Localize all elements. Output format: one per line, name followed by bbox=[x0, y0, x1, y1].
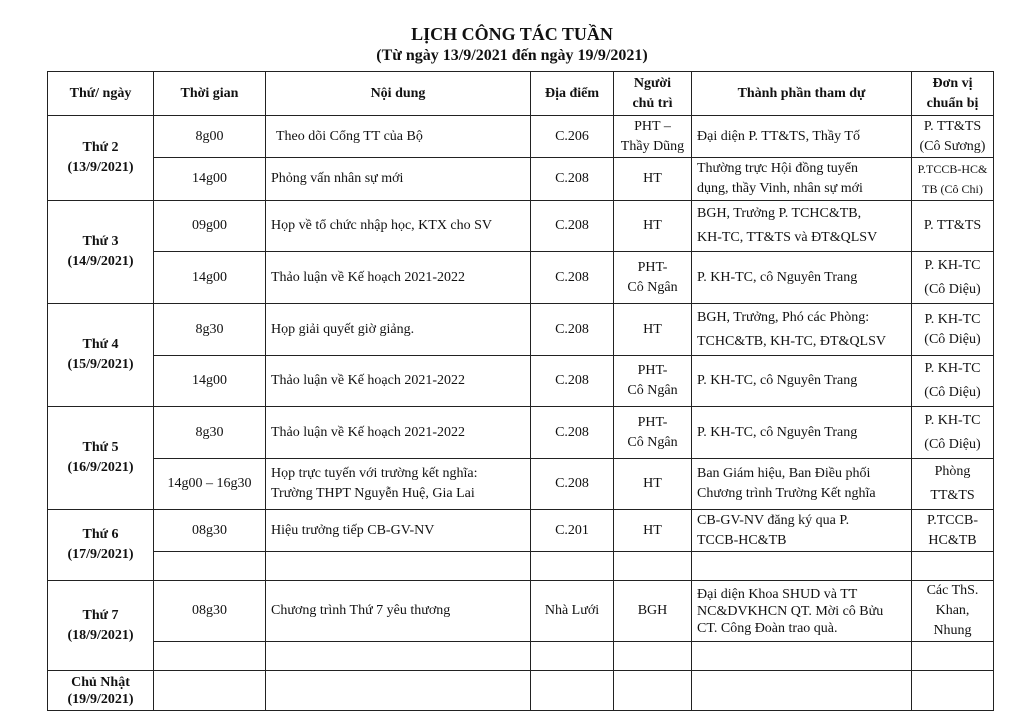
time-cell: 14g00 bbox=[154, 356, 266, 407]
header-day: Thứ/ ngày bbox=[48, 72, 154, 116]
time-cell: 09g00 bbox=[154, 201, 266, 252]
chair-cell: PHT- Cô Ngân bbox=[614, 407, 692, 459]
place-cell: C.208 bbox=[531, 356, 614, 407]
table-row bbox=[48, 510, 994, 552]
chair-cell: PHT – Thầy Dũng bbox=[614, 116, 692, 158]
day-cell: Thứ 7 (18/9/2021) bbox=[48, 581, 154, 671]
table-row bbox=[48, 158, 994, 201]
attendees-cell: Ban Giám hiệu, Ban Điều phối Chương trình Trường Kết nghĩa bbox=[692, 459, 912, 510]
table-row bbox=[48, 201, 994, 252]
header-time: Thời gian bbox=[154, 72, 266, 116]
attendees-cell: P. KH-TC, cô Nguyên Trang bbox=[692, 252, 912, 304]
prep-cell: P. TT&TS (Cô Sương) bbox=[912, 116, 994, 158]
attendees-cell: BGH, Trưởng, Phó các Phòng: TCHC&TB, KH-TC, ĐT&QLSV bbox=[692, 304, 912, 356]
table-row bbox=[48, 552, 994, 581]
content-cell: Chương trình Thứ 7 yêu thương bbox=[266, 581, 531, 642]
prep-cell: P. TT&TS bbox=[912, 201, 994, 252]
time-cell: 08g30 bbox=[154, 581, 266, 642]
attendees-cell: P. KH-TC, cô Nguyên Trang bbox=[692, 356, 912, 407]
place-cell: C.208 bbox=[531, 407, 614, 459]
attendees-cell: Đại diện P. TT&TS, Thầy Tố bbox=[692, 116, 912, 158]
table-row bbox=[48, 252, 994, 304]
prep-cell: P.TCCB- HC&TB bbox=[912, 510, 994, 552]
content-cell: Họp về tổ chức nhập học, KTX cho SV bbox=[266, 201, 531, 252]
time-cell: 14g00 bbox=[154, 252, 266, 304]
schedule-table bbox=[47, 71, 994, 711]
header-place: Địa điểm bbox=[531, 72, 614, 116]
time-cell: 8g30 bbox=[154, 304, 266, 356]
attendees-cell: Đại diện Khoa SHUD và TT NC&DVKHCN QT. Mời cô Bửu CT. Công Đoàn trao quà. bbox=[692, 581, 912, 642]
chair-cell: HT bbox=[614, 510, 692, 552]
content-cell: Họp trực tuyến với trường kết nghĩa: Trường THPT Nguyễn Huệ, Gia Lai bbox=[266, 459, 531, 510]
attendees-cell: Thường trực Hội đồng tuyển dụng, thầy Vinh, nhân sự mới bbox=[692, 158, 912, 201]
prep-cell: Phòng TT&TS bbox=[912, 459, 994, 510]
time-cell: 8g00 bbox=[154, 116, 266, 158]
table-row bbox=[48, 581, 994, 642]
header-attendees: Thành phần tham dự bbox=[692, 72, 912, 116]
day-cell: Thứ 2 (13/9/2021) bbox=[48, 116, 154, 201]
chair-cell: PHT- Cô Ngân bbox=[614, 356, 692, 407]
place-cell: Nhà Lưới bbox=[531, 581, 614, 642]
place-cell: C.201 bbox=[531, 510, 614, 552]
place-cell: C.208 bbox=[531, 201, 614, 252]
day-cell: Thứ 4 (15/9/2021) bbox=[48, 304, 154, 407]
chair-cell: HT bbox=[614, 304, 692, 356]
table-row bbox=[48, 116, 994, 158]
content-cell: Thảo luận về Kế hoạch 2021-2022 bbox=[266, 407, 531, 459]
place-cell: C.206 bbox=[531, 116, 614, 158]
content-cell: Thảo luận về Kế hoạch 2021-2022 bbox=[266, 356, 531, 407]
content-cell: Phỏng vấn nhân sự mới bbox=[266, 158, 531, 201]
content-cell: Thảo luận về Kế hoạch 2021-2022 bbox=[266, 252, 531, 304]
day-cell: Thứ 6 (17/9/2021) bbox=[48, 510, 154, 581]
content-cell: Họp giải quyết giờ giảng. bbox=[266, 304, 531, 356]
table-row bbox=[48, 642, 994, 671]
chair-cell: BGH bbox=[614, 581, 692, 642]
table-row bbox=[48, 407, 994, 459]
header-content: Nội dung bbox=[266, 72, 531, 116]
table-row bbox=[48, 671, 994, 711]
attendees-cell: P. KH-TC, cô Nguyên Trang bbox=[692, 407, 912, 459]
content-cell: Hiệu trưởng tiếp CB-GV-NV bbox=[266, 510, 531, 552]
place-cell: C.208 bbox=[531, 252, 614, 304]
header-row bbox=[48, 72, 994, 116]
chair-cell: HT bbox=[614, 459, 692, 510]
place-cell: C.208 bbox=[531, 459, 614, 510]
prep-cell: P. KH-TC (Cô Diệu) bbox=[912, 356, 994, 407]
prep-cell: P.TCCB-HC& TB (Cô Chi) bbox=[912, 158, 994, 201]
chair-cell: HT bbox=[614, 201, 692, 252]
day-cell: Thứ 5 (16/9/2021) bbox=[48, 407, 154, 510]
place-cell: C.208 bbox=[531, 304, 614, 356]
table-row bbox=[48, 459, 994, 510]
time-cell: 14g00 – 16g30 bbox=[154, 459, 266, 510]
place-cell: C.208 bbox=[531, 158, 614, 201]
day-cell: Thứ 3 (14/9/2021) bbox=[48, 201, 154, 304]
prep-cell: P. KH-TC (Cô Diệu) bbox=[912, 304, 994, 356]
page-title: LỊCH CÔNG TÁC TUẦN bbox=[411, 24, 613, 44]
prep-cell: P. KH-TC (Cô Diệu) bbox=[912, 252, 994, 304]
attendees-cell: CB-GV-NV đăng ký qua P. TCCB-HC&TB bbox=[692, 510, 912, 552]
content-cell: Theo dõi Cổng TT của Bộ bbox=[266, 116, 531, 158]
prep-cell: P. KH-TC (Cô Diệu) bbox=[912, 407, 994, 459]
header-chair: Người chủ trì bbox=[614, 72, 692, 116]
table-row bbox=[48, 356, 994, 407]
prep-cell: Các ThS. Khan, Nhung bbox=[912, 581, 994, 642]
time-cell: 8g30 bbox=[154, 407, 266, 459]
day-cell: Chủ Nhật (19/9/2021) bbox=[48, 671, 154, 711]
attendees-cell: BGH, Trưởng P. TCHC&TB, KH-TC, TT&TS và ĐT&QLSV bbox=[692, 201, 912, 252]
table-row bbox=[48, 304, 994, 356]
chair-cell: HT bbox=[614, 158, 692, 201]
header-prep: Đơn vị chuẩn bị bbox=[912, 72, 994, 116]
page-subtitle: (Từ ngày 13/9/2021 đến ngày 19/9/2021) bbox=[376, 47, 648, 64]
chair-cell: PHT- Cô Ngân bbox=[614, 252, 692, 304]
time-cell: 08g30 bbox=[154, 510, 266, 552]
time-cell: 14g00 bbox=[154, 158, 266, 201]
